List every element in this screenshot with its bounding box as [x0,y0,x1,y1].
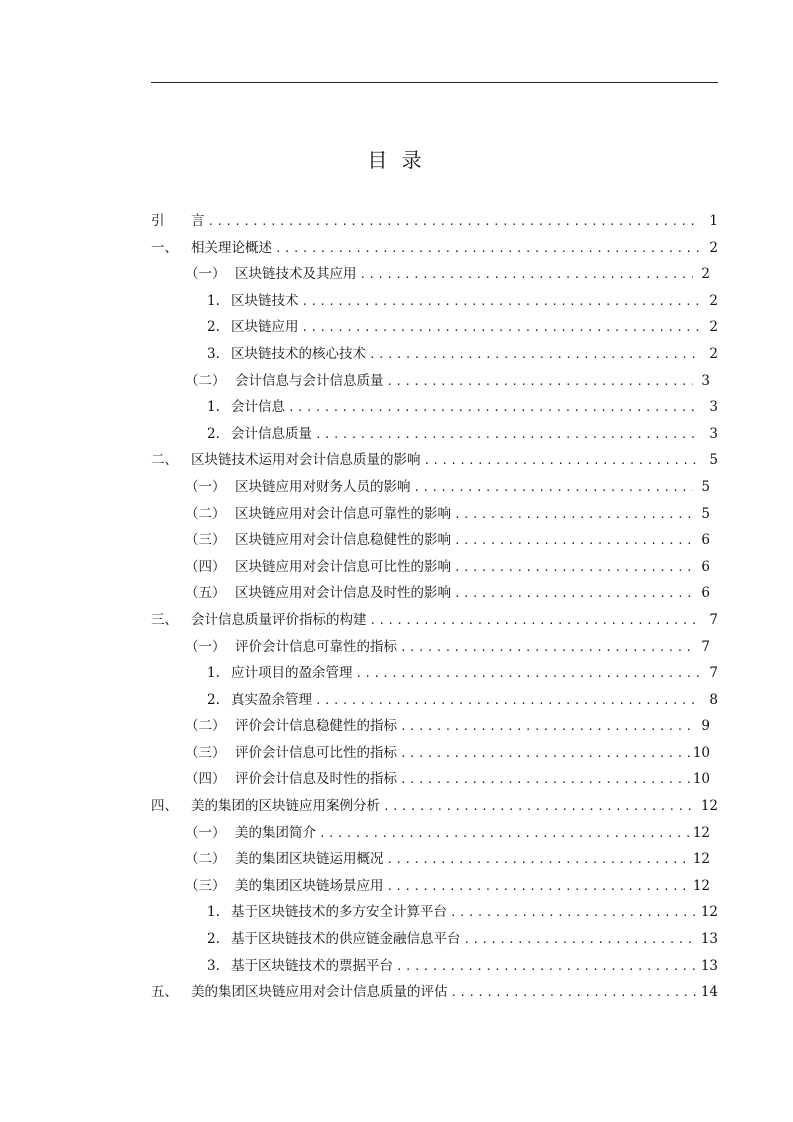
toc-entry-title: 美的集团区块链场景应用 [235,877,384,894]
toc-dot-leader [387,874,690,901]
toc-entry-number: 1. [207,904,220,921]
toc-entry-title: 相关理论概述 [191,239,272,256]
toc-entry-title: 评价会计信息可靠性的指标 [235,638,397,655]
toc-entry-title: 真实盈余管理 [231,691,312,708]
toc-dot-leader [208,209,702,236]
toc-entry-number: 3. [207,957,220,974]
toc-entry-number: （五） [185,585,226,602]
toc-entry-page: 6 [701,558,710,575]
toc-entry-page: 7 [701,638,710,655]
toc-entry-title: 区块链技术运用对会计信息质量的影响 [191,452,421,469]
toc-entry-page: 2 [701,266,710,283]
toc-dot-leader [454,555,693,582]
toc-entry-title: 区块链应用对会计信息可靠性的影响 [235,505,451,522]
toc-entry[interactable] [151,580,718,607]
toc-entry-page: 14 [700,984,718,1001]
toc-entry-number: （二） [185,718,226,735]
toc-entry[interactable] [151,341,718,368]
toc-entry-number: （一） [185,478,226,495]
toc-entry-page: 7 [709,665,718,682]
toc-entry[interactable] [151,740,718,767]
toc-entry[interactable] [151,235,718,262]
toc-entry-number: 引 [151,213,165,229]
toc-entry-page: 10 [692,771,710,788]
toc-entry-page: 5 [701,478,710,495]
toc-entry-page: 5 [701,505,710,522]
toc-dot-leader [450,900,698,927]
toc-entry[interactable] [151,634,718,661]
toc-dot-leader [302,315,702,342]
toc-dot-leader [383,794,698,821]
toc-dot-leader [396,954,698,981]
toc-entry-page: 8 [709,691,718,708]
toc-entry-number: 2. [207,425,220,442]
toc-entry-page: 6 [701,585,710,602]
toc-dot-leader [424,448,702,475]
toc-entry[interactable] [151,421,718,448]
toc-entry-page: 1 [709,213,718,229]
toc-entry[interactable] [151,873,718,900]
toc-entry-number: 五、 [151,984,178,1001]
toc-entry-page: 2 [709,239,718,256]
toc-entry-title: 区块链技术 [231,292,299,309]
toc-entry-number: （一） [185,824,226,841]
toc-entry-page: 3 [701,372,710,389]
toc-entry-title: 区块链应用对会计信息及时性的影响 [235,585,451,602]
toc-dot-leader [315,422,701,449]
toc-dot-leader [369,342,701,369]
toc-entry-title: 区块链应用对会计信息可比性的影响 [235,558,451,575]
toc-entry-number: （二） [185,372,226,389]
toc-entry-title: 评价会计信息稳健性的指标 [235,718,397,735]
toc-entry[interactable] [151,314,718,341]
toc-entry-number: （一） [185,266,226,283]
toc-entry-number: （三） [185,744,226,761]
table-of-contents [151,208,718,1006]
toc-entry[interactable] [151,394,718,421]
toc-entry-page: 9 [701,718,710,735]
toc-entry[interactable] [151,820,718,847]
toc-entry[interactable] [151,208,718,235]
toc-dot-leader [302,289,702,316]
toc-dot-leader [454,581,693,608]
toc-entry-title: 言 [191,213,205,229]
toc-entry[interactable] [151,953,718,980]
toc-dot-leader [356,661,702,688]
toc-dot-leader [275,236,701,263]
toc-entry-title: 区块链应用对财务人员的影响 [235,478,411,495]
toc-entry-page: 13 [700,957,718,974]
toc-entry-title: 会计信息 [231,399,285,416]
toc-entry-title: 美的集团简介 [235,824,316,841]
toc-dot-leader [315,688,701,715]
toc-entry-title: 美的集团区块链应用对会计信息质量的评估 [191,984,448,1001]
toc-dot-leader [400,635,693,662]
toc-entry-number: （二） [185,505,226,522]
toc-entry-number: 1. [207,665,220,682]
toc-entry-page: 2 [709,319,718,336]
toc-entry-number: 1. [207,399,220,416]
toc-dot-leader [454,528,693,555]
toc-entry[interactable] [151,766,718,793]
toc-dot-leader [400,714,693,741]
toc-entry-title: 基于区块链技术的票据平台 [231,957,393,974]
toc-entry-page: 2 [709,292,718,309]
toc-entry-page: 12 [700,798,718,815]
toc-entry-page: 10 [692,744,710,761]
toc-entry-number: 2. [207,691,220,708]
toc-entry-title: 美的集团的区块链应用案例分析 [191,798,380,815]
toc-entry-title: 会计信息与会计信息质量 [235,372,384,389]
toc-entry[interactable] [151,554,718,581]
toc-entry-number: （四） [185,771,226,788]
toc-entry-title: 区块链应用对会计信息稳健性的影响 [235,532,451,549]
toc-dot-leader [414,475,694,502]
page-title: 目 录 [367,148,426,172]
toc-entry-title: 美的集团区块链运用概况 [235,851,384,868]
toc-dot-leader [400,767,690,794]
toc-entry[interactable] [151,447,718,474]
toc-entry-page: 3 [709,399,718,416]
header-rule [151,82,718,83]
toc-entry-number: 2. [207,931,220,948]
toc-entry-title: 会计信息质量 [231,425,312,442]
toc-entry-page: 7 [709,611,718,628]
toc-entry[interactable] [151,687,718,714]
toc-entry-number: 2. [207,319,220,336]
toc-entry-title: 区块链技术的核心技术 [231,345,366,362]
toc-dot-leader [451,980,698,1007]
toc-entry-number: 一、 [151,239,178,256]
toc-entry-number: （三） [185,877,226,894]
toc-entry-number: 3. [207,345,220,362]
toc-entry-page: 12 [692,851,710,868]
toc-entry-page: 2 [709,345,718,362]
toc-entry[interactable] [151,846,718,873]
toc-entry-title: 评价会计信息可比性的指标 [235,744,397,761]
toc-entry[interactable] [151,979,718,1006]
toc-entry-title: 评价会计信息及时性的指标 [235,771,397,788]
toc-entry-number: 1. [207,292,220,309]
toc-entry[interactable] [151,288,718,315]
toc-entry-number: （三） [185,532,226,549]
toc-entry-page: 5 [709,452,718,469]
toc-entry[interactable] [151,261,718,288]
toc-dot-leader [400,741,690,768]
toc-dot-leader [387,369,694,396]
toc-entry-number: （四） [185,558,226,575]
toc-entry[interactable] [151,527,718,554]
toc-entry-title: 应计项目的盈余管理 [231,665,353,682]
toc-entry-title: 基于区块链技术的多方安全计算平台 [231,904,447,921]
toc-dot-leader [319,821,690,848]
toc-entry-page: 12 [692,877,710,894]
toc-entry[interactable] [151,368,718,395]
toc-entry-title: 基于区块链技术的供应链金融信息平台 [231,931,461,948]
toc-dot-leader [370,608,702,635]
toc-entry[interactable] [151,501,718,528]
toc-dot-leader [464,927,698,954]
toc-entry-number: 二、 [151,452,178,469]
toc-entry[interactable] [151,660,718,687]
toc-entry[interactable] [151,899,718,926]
toc-entry-page: 6 [701,532,710,549]
toc-entry-number: （二） [185,851,226,868]
toc-entry-page: 12 [700,904,718,921]
toc-entry-number: （一） [185,638,226,655]
toc-dot-leader [288,395,701,422]
toc-entry-title: 会计信息质量评价指标的构建 [191,611,367,628]
toc-entry-page: 3 [709,425,718,442]
toc-entry[interactable] [151,926,718,953]
toc-entry-title: 区块链应用 [231,319,299,336]
toc-entry[interactable] [151,607,718,634]
toc-entry[interactable] [151,793,718,820]
toc-entry-page: 12 [692,824,710,841]
toc-dot-leader [387,847,690,874]
toc-entry-title: 区块链技术及其应用 [235,266,357,283]
toc-dot-leader [454,502,693,529]
toc-entry-page: 13 [700,931,718,948]
toc-entry[interactable] [151,713,718,740]
toc-entry[interactable] [151,474,718,501]
toc-dot-leader [360,262,694,289]
toc-entry-number: 四、 [151,798,178,815]
toc-entry-number: 三、 [151,611,178,628]
